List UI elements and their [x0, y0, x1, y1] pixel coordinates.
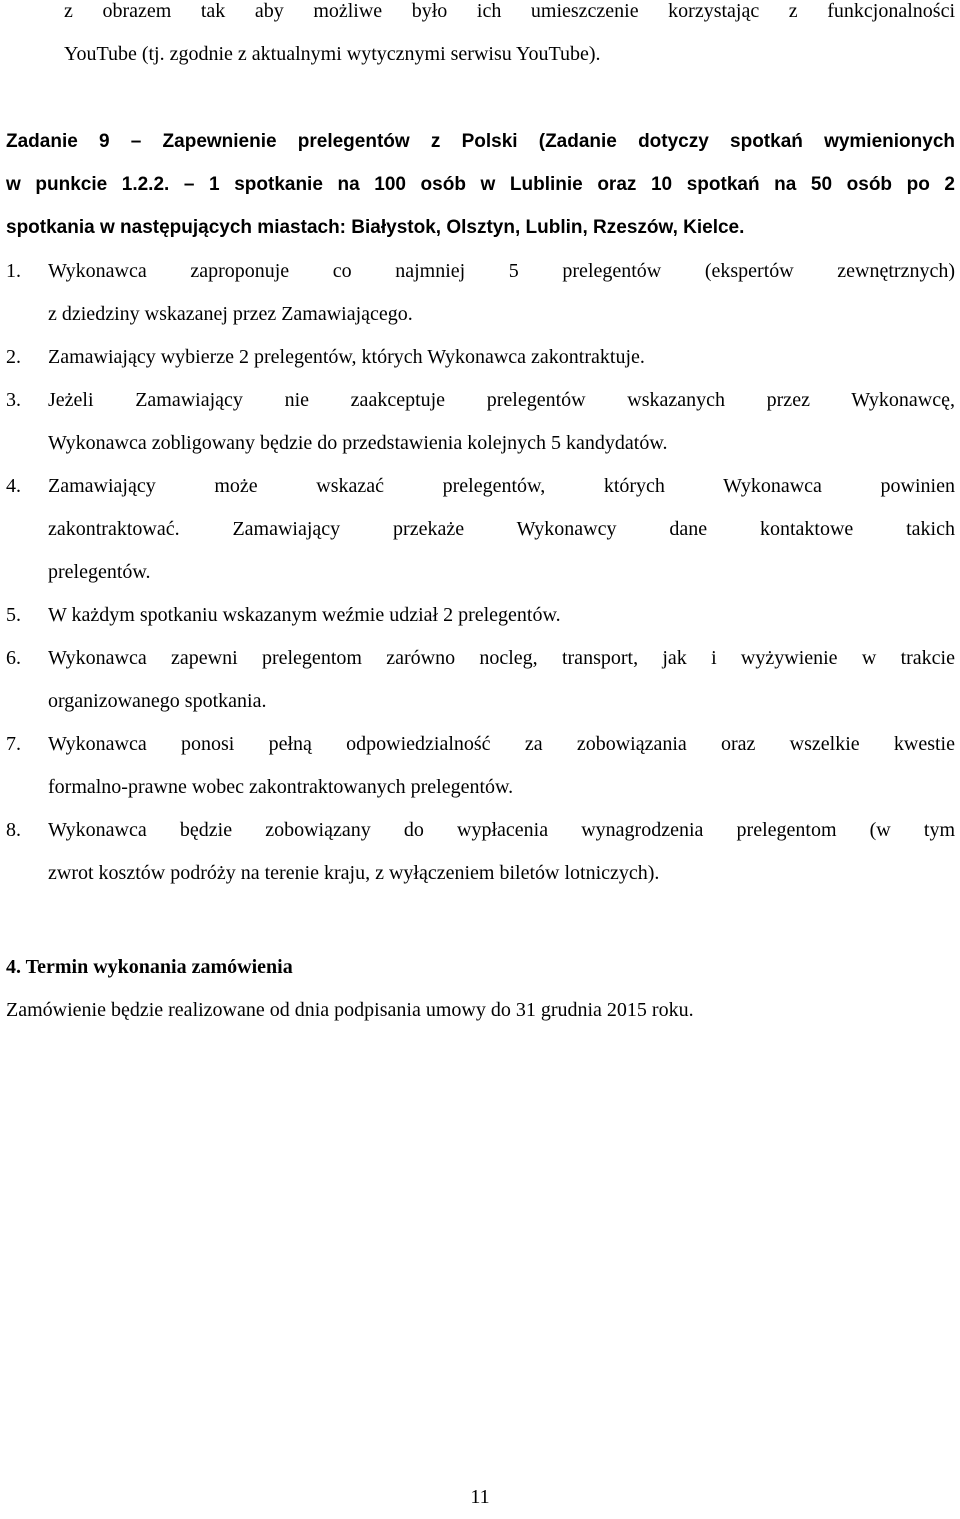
list-item-number: 4. [6, 475, 21, 497]
list-item-line: formalno-prawne wobec zakontraktowanych prelegentów. [48, 776, 514, 798]
list-item-text [48, 809, 955, 895]
list-item-text [48, 465, 955, 594]
list-item-line: Wykonawca będzie zobowiązany do wypłacenia wynagrodzenia prelegentom (w tym [48, 819, 955, 841]
intro-line: YouTube (tj. zgodnie z aktualnymi wytycznymi serwisu YouTube). [64, 43, 601, 65]
list-item-line: organizowanego spotkania. [48, 690, 267, 712]
list-item-line: Wykonawca zobligowany będzie do przedstawienia kolejnych 5 kandydatów. [48, 432, 668, 454]
list-item-text [48, 379, 955, 465]
list-item-number: 8. [6, 819, 21, 841]
list-item-number: 6. [6, 647, 21, 669]
list-item [6, 637, 955, 723]
list-item-line: prelegentów. [48, 561, 151, 583]
list-item-line: Wykonawca ponosi pełną odpowiedzialność za zobowiązania oraz wszelkie kwestie [48, 733, 955, 755]
list-item-text [48, 336, 955, 379]
task-heading-line: Zadanie 9 – Zapewnienie prelegentów z Polski (Zadanie dotyczy spotkań wymienionych [6, 131, 955, 152]
list-item-number: 3. [6, 389, 21, 411]
section-body: Zamówienie będzie realizowane od dnia podpisania umowy do 31 grudnia 2015 roku. [6, 999, 694, 1021]
list-item [6, 250, 955, 336]
list-item-line: Wykonawca zaproponuje co najmniej 5 prelegentów (ekspertów zewnętrznych) [48, 260, 955, 282]
list-item [6, 809, 955, 895]
list-item-number: 2. [6, 346, 21, 368]
task-heading-line: w punkcie 1.2.2. – 1 spotkanie na 100 osób w Lublinie oraz 10 spotkań na 50 osób po 2 [6, 174, 955, 195]
list-item-line: Jeżeli Zamawiający nie zaakceptuje prelegentów wskazanych przez Wykonawcę, [48, 389, 955, 411]
list-item-line: Zamawiający może wskazać prelegentów, których Wykonawca powinien [48, 475, 955, 497]
list-item-text [48, 594, 955, 637]
task-heading [6, 120, 955, 249]
list-item [6, 465, 955, 594]
list-item-line: W każdym spotkaniu wskazanym weźmie udział 2 prelegentów. [48, 604, 561, 626]
list-item-text [48, 250, 955, 336]
page-number: 11 [470, 1486, 490, 1508]
list-item-text [48, 637, 955, 723]
list-item [6, 723, 955, 809]
list-item [6, 379, 955, 465]
list-item-number: 7. [6, 733, 21, 755]
intro-paragraph [64, 0, 955, 76]
requirements-list [6, 250, 955, 895]
list-item-text [48, 723, 955, 809]
list-item-number: 1. [6, 260, 21, 282]
list-item-line: zwrot kosztów podróży na terenie kraju, z wyłączeniem biletów lotniczych). [48, 862, 660, 884]
list-item [6, 594, 955, 637]
list-item-line: Wykonawca zapewni prelegentom zarówno nocleg, transport, jak i wyżywienie w trakcie [48, 647, 955, 669]
section-title: 4. Termin wykonania zamówienia [6, 956, 293, 978]
list-item [6, 336, 955, 379]
task-heading-line: spotkania w następujących miastach: Białystok, Olsztyn, Lublin, Rzeszów, Kielce. [6, 217, 745, 238]
list-item-number: 5. [6, 604, 21, 626]
intro-line: z obrazem tak aby możliwe było ich umieszczenie korzystając z funkcjonalności [64, 0, 955, 22]
list-item-line: zakontraktować. Zamawiający przekaże Wykonawcy dane kontaktowe takich [48, 518, 955, 540]
list-item-line: z dziedziny wskazanej przez Zamawiającego. [48, 303, 413, 325]
list-item-line: Zamawiający wybierze 2 prelegentów, których Wykonawca zakontraktuje. [48, 346, 645, 368]
